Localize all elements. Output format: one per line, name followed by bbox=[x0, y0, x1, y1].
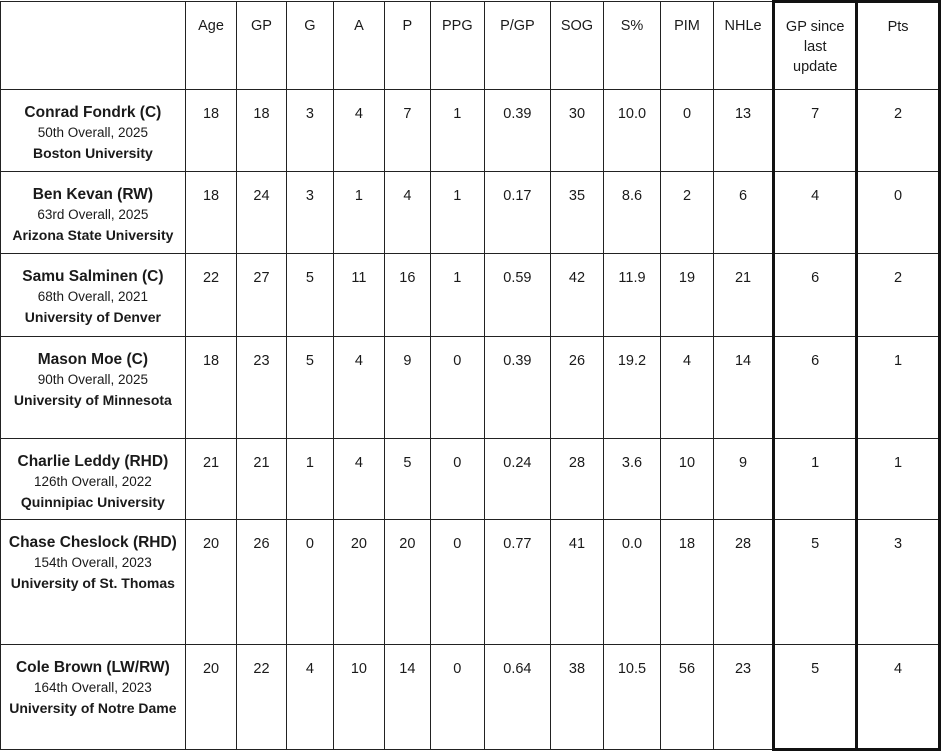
stat-age: 22 bbox=[185, 254, 236, 337]
player-name: Charlie Leddy (RHD) bbox=[17, 453, 169, 470]
stat-nhle: 28 bbox=[713, 520, 774, 645]
player-draft: 126th Overall, 2022 bbox=[33, 474, 152, 489]
stat-g: 0 bbox=[286, 520, 333, 645]
player-name: Chase Cheslock (RHD) bbox=[8, 534, 177, 551]
stat-p: 16 bbox=[384, 254, 430, 337]
stat-age: 18 bbox=[185, 172, 236, 254]
player-cell bbox=[1, 337, 186, 439]
stat-sog: 41 bbox=[551, 520, 604, 645]
stat-nhle: 9 bbox=[713, 439, 774, 520]
header-sog: SOG bbox=[551, 2, 604, 90]
stat-pim: 4 bbox=[661, 337, 714, 439]
stat-gp: 24 bbox=[237, 172, 286, 254]
player-draft: 68th Overall, 2021 bbox=[37, 289, 149, 304]
stat-a: 20 bbox=[334, 520, 384, 645]
stat-a: 1 bbox=[334, 172, 384, 254]
header-age: Age bbox=[185, 2, 236, 90]
header-pim: PIM bbox=[661, 2, 714, 90]
stat-nhle: 6 bbox=[713, 172, 774, 254]
stat-p: 5 bbox=[384, 439, 430, 520]
stat-sog: 42 bbox=[551, 254, 604, 337]
header-gp: GP bbox=[237, 2, 286, 90]
stat-p: 7 bbox=[384, 90, 430, 172]
header-a: A bbox=[334, 2, 384, 90]
stat-a: 4 bbox=[334, 439, 384, 520]
player-school: University of St. Thomas bbox=[10, 575, 175, 591]
stat-gp: 21 bbox=[237, 439, 286, 520]
stat-ppg: 0 bbox=[431, 337, 485, 439]
stat-gp: 18 bbox=[237, 90, 286, 172]
stat-nhle: 21 bbox=[713, 254, 774, 337]
stat-gp: 26 bbox=[237, 520, 286, 645]
stat-a: 10 bbox=[334, 645, 384, 750]
header-p-per-gp: P/GP bbox=[484, 2, 551, 90]
stat-pts: 1 bbox=[857, 439, 940, 520]
stat-gp-since-update: 7 bbox=[774, 90, 857, 172]
stat-p-per-gp: 0.39 bbox=[484, 337, 551, 439]
header-row bbox=[1, 2, 940, 90]
player-cell bbox=[1, 439, 186, 520]
stat-sog: 38 bbox=[551, 645, 604, 750]
stat-nhle: 14 bbox=[713, 337, 774, 439]
stat-p-per-gp: 0.77 bbox=[484, 520, 551, 645]
stat-gp-since-update: 6 bbox=[774, 254, 857, 337]
stat-pim: 2 bbox=[661, 172, 714, 254]
stat-nhle: 13 bbox=[713, 90, 774, 172]
table-row bbox=[1, 254, 940, 337]
stat-gp: 22 bbox=[237, 645, 286, 750]
header-p: P bbox=[384, 2, 430, 90]
stat-pim: 0 bbox=[661, 90, 714, 172]
stat-sog: 30 bbox=[551, 90, 604, 172]
header-ppg: PPG bbox=[431, 2, 485, 90]
header-pts: Pts bbox=[857, 2, 940, 90]
player-name: Conrad Fondrk (C) bbox=[24, 104, 162, 121]
stat-ppg: 0 bbox=[431, 645, 485, 750]
player-name: Ben Kevan (RW) bbox=[32, 186, 154, 203]
player-draft: 63rd Overall, 2025 bbox=[37, 207, 149, 222]
stat-pts: 2 bbox=[857, 90, 940, 172]
stat-gp-since-update: 5 bbox=[774, 520, 857, 645]
header-shooting-pct: S% bbox=[603, 2, 661, 90]
header-gp-since-update: GP since last update bbox=[774, 2, 857, 90]
header-g: G bbox=[286, 2, 333, 90]
stat-g: 5 bbox=[286, 254, 333, 337]
stat-pts: 2 bbox=[857, 254, 940, 337]
stat-gp-since-update: 1 bbox=[774, 439, 857, 520]
player-name: Samu Salminen (C) bbox=[22, 268, 164, 285]
stat-ppg: 1 bbox=[431, 90, 485, 172]
stat-g: 3 bbox=[286, 172, 333, 254]
stat-shooting-pct: 11.9 bbox=[603, 254, 661, 337]
player-cell bbox=[1, 520, 186, 645]
stat-pts: 1 bbox=[857, 337, 940, 439]
stat-p-per-gp: 0.17 bbox=[484, 172, 551, 254]
stat-sog: 28 bbox=[551, 439, 604, 520]
stat-age: 20 bbox=[185, 520, 236, 645]
stat-p: 14 bbox=[384, 645, 430, 750]
stat-pts: 0 bbox=[857, 172, 940, 254]
player-draft: 90th Overall, 2025 bbox=[37, 372, 149, 387]
table-row bbox=[1, 439, 940, 520]
player-school: University of Notre Dame bbox=[9, 700, 177, 716]
stat-shooting-pct: 3.6 bbox=[603, 439, 661, 520]
table-row bbox=[1, 645, 940, 750]
stat-p-per-gp: 0.39 bbox=[484, 90, 551, 172]
stat-age: 21 bbox=[185, 439, 236, 520]
stat-pim: 56 bbox=[661, 645, 714, 750]
stat-p: 4 bbox=[384, 172, 430, 254]
stat-gp-since-update: 5 bbox=[774, 645, 857, 750]
stat-ppg: 1 bbox=[431, 172, 485, 254]
player-school: University of Denver bbox=[24, 309, 161, 325]
stat-age: 18 bbox=[185, 90, 236, 172]
table-row bbox=[1, 520, 940, 645]
player-school: Quinnipiac University bbox=[20, 494, 165, 510]
stat-a: 4 bbox=[334, 90, 384, 172]
stat-g: 3 bbox=[286, 90, 333, 172]
player-name: Mason Moe (C) bbox=[37, 351, 148, 368]
stat-gp: 27 bbox=[237, 254, 286, 337]
player-school: Arizona State University bbox=[12, 227, 174, 243]
stat-sog: 35 bbox=[551, 172, 604, 254]
stat-age: 18 bbox=[185, 337, 236, 439]
stat-ppg: 0 bbox=[431, 520, 485, 645]
stat-p: 20 bbox=[384, 520, 430, 645]
stat-shooting-pct: 19.2 bbox=[603, 337, 661, 439]
stat-ppg: 0 bbox=[431, 439, 485, 520]
stat-nhle: 23 bbox=[713, 645, 774, 750]
stat-p-per-gp: 0.64 bbox=[484, 645, 551, 750]
stat-gp: 23 bbox=[237, 337, 286, 439]
table-row bbox=[1, 337, 940, 439]
player-cell bbox=[1, 90, 186, 172]
stat-age: 20 bbox=[185, 645, 236, 750]
stat-pim: 10 bbox=[661, 439, 714, 520]
stat-sog: 26 bbox=[551, 337, 604, 439]
stat-gp-since-update: 6 bbox=[774, 337, 857, 439]
player-school: Boston University bbox=[32, 145, 153, 161]
table-row bbox=[1, 172, 940, 254]
stat-pim: 18 bbox=[661, 520, 714, 645]
player-cell bbox=[1, 645, 186, 750]
player-draft: 50th Overall, 2025 bbox=[37, 125, 149, 140]
player-school: University of Minnesota bbox=[13, 392, 172, 408]
header-player bbox=[1, 2, 186, 90]
stat-g: 5 bbox=[286, 337, 333, 439]
stat-gp-since-update: 4 bbox=[774, 172, 857, 254]
stat-p: 9 bbox=[384, 337, 430, 439]
stat-a: 11 bbox=[334, 254, 384, 337]
stat-shooting-pct: 10.5 bbox=[603, 645, 661, 750]
player-cell bbox=[1, 254, 186, 337]
player-name: Cole Brown (LW/RW) bbox=[15, 659, 170, 676]
header-nhle: NHLe bbox=[713, 2, 774, 90]
table-row bbox=[1, 90, 940, 172]
stat-pts: 4 bbox=[857, 645, 940, 750]
stat-p-per-gp: 0.59 bbox=[484, 254, 551, 337]
stat-p-per-gp: 0.24 bbox=[484, 439, 551, 520]
stat-ppg: 1 bbox=[431, 254, 485, 337]
stat-pts: 3 bbox=[857, 520, 940, 645]
stat-shooting-pct: 0.0 bbox=[603, 520, 661, 645]
stat-a: 4 bbox=[334, 337, 384, 439]
player-cell bbox=[1, 172, 186, 254]
stat-g: 1 bbox=[286, 439, 333, 520]
stat-pim: 19 bbox=[661, 254, 714, 337]
stat-shooting-pct: 8.6 bbox=[603, 172, 661, 254]
stat-shooting-pct: 10.0 bbox=[603, 90, 661, 172]
player-draft: 164th Overall, 2023 bbox=[33, 680, 152, 695]
stat-g: 4 bbox=[286, 645, 333, 750]
player-draft: 154th Overall, 2023 bbox=[33, 555, 152, 570]
